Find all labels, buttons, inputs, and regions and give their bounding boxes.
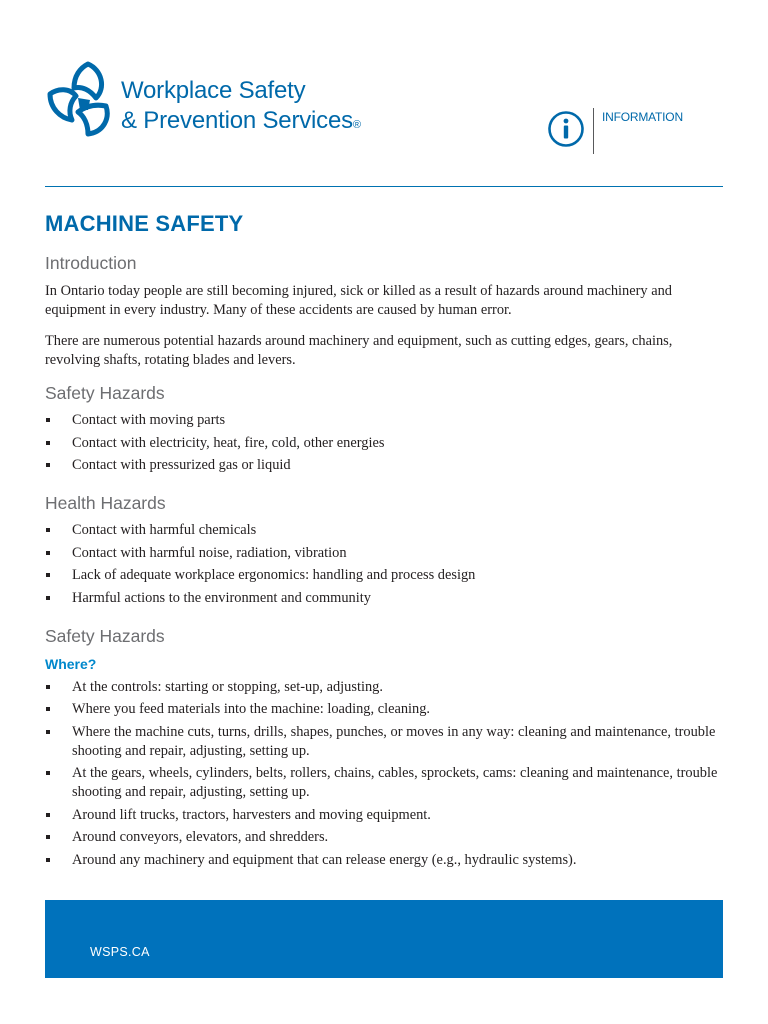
health-hazards-heading: Health Hazards: [45, 493, 166, 513]
logo-line-2: & Prevention Services: [121, 107, 353, 134]
list-item: At the gears, wheels, cylinders, belts, rollers, chains, cables, sprockets, cams: cleaning and maintenance, trouble shooting and repair, adjusting, setting up.: [45, 764, 725, 802]
list-item: At the controls: starting or stopping, set-up, adjusting.: [45, 678, 725, 697]
safety-hazards-list: [45, 411, 725, 475]
header-rule: [45, 186, 723, 187]
list-item: Contact with electricity, heat, fire, cold, other energies: [45, 434, 725, 453]
information-label: INFORMATION: [602, 110, 683, 124]
page-title: MACHINE SAFETY: [45, 211, 244, 236]
safety-hazards-where-list: [45, 678, 725, 870]
where-subheading: Where?: [45, 655, 97, 672]
logo-line-1: Workplace Safety: [121, 77, 306, 104]
list-item: Around any machinery and equipment that can release energy (e.g., hydraulic systems).: [45, 851, 725, 870]
trillium-logo-icon: [44, 58, 120, 138]
list-item: Contact with moving parts: [45, 411, 725, 430]
list-item: Where the machine cuts, turns, drills, shapes, punches, or moves in any way: cleaning and maintenance, trouble shooting and repair, adjusting, setting up.: [45, 723, 725, 761]
info-divider: [593, 108, 594, 154]
footer-bar: [45, 900, 723, 978]
registered-mark: ®: [352, 119, 361, 131]
list-item: Around lift trucks, tractors, harvesters and moving equipment.: [45, 806, 725, 825]
information-icon: [547, 110, 585, 148]
intro-heading: Introduction: [45, 253, 137, 273]
list-item: Lack of adequate workplace ergonomics: handling and process design: [45, 566, 725, 585]
wsps-logo: [44, 58, 384, 140]
safety-hazards-heading: Safety Hazards: [45, 383, 165, 403]
health-hazards-list: [45, 521, 725, 608]
safety-hazards-where-heading: Safety Hazards: [45, 625, 165, 646]
intro-paragraph-2: There are numerous potential hazards around machinery and equipment, such as cutting edges, gears, chains, revolving shafts, rotating blades and levers.: [45, 333, 673, 368]
list-item: Contact with harmful noise, radiation, vibration: [45, 544, 725, 563]
list-item: Contact with harmful chemicals: [45, 521, 725, 540]
footer-website-link[interactable]: WSPS.CA: [90, 945, 150, 959]
list-item: Where you feed materials into the machine: loading, cleaning.: [45, 700, 725, 719]
list-item: Harmful actions to the environment and community: [45, 589, 725, 608]
list-item: Contact with pressurized gas or liquid: [45, 456, 725, 475]
document-body: [45, 208, 725, 873]
list-item: Around conveyors, elevators, and shredders.: [45, 828, 725, 847]
intro-paragraph-1: In Ontario today people are still becoming injured, sick or killed as a result of hazards around machinery and equipment in every industry. Many of these accidents are caused by human error.: [45, 283, 672, 318]
